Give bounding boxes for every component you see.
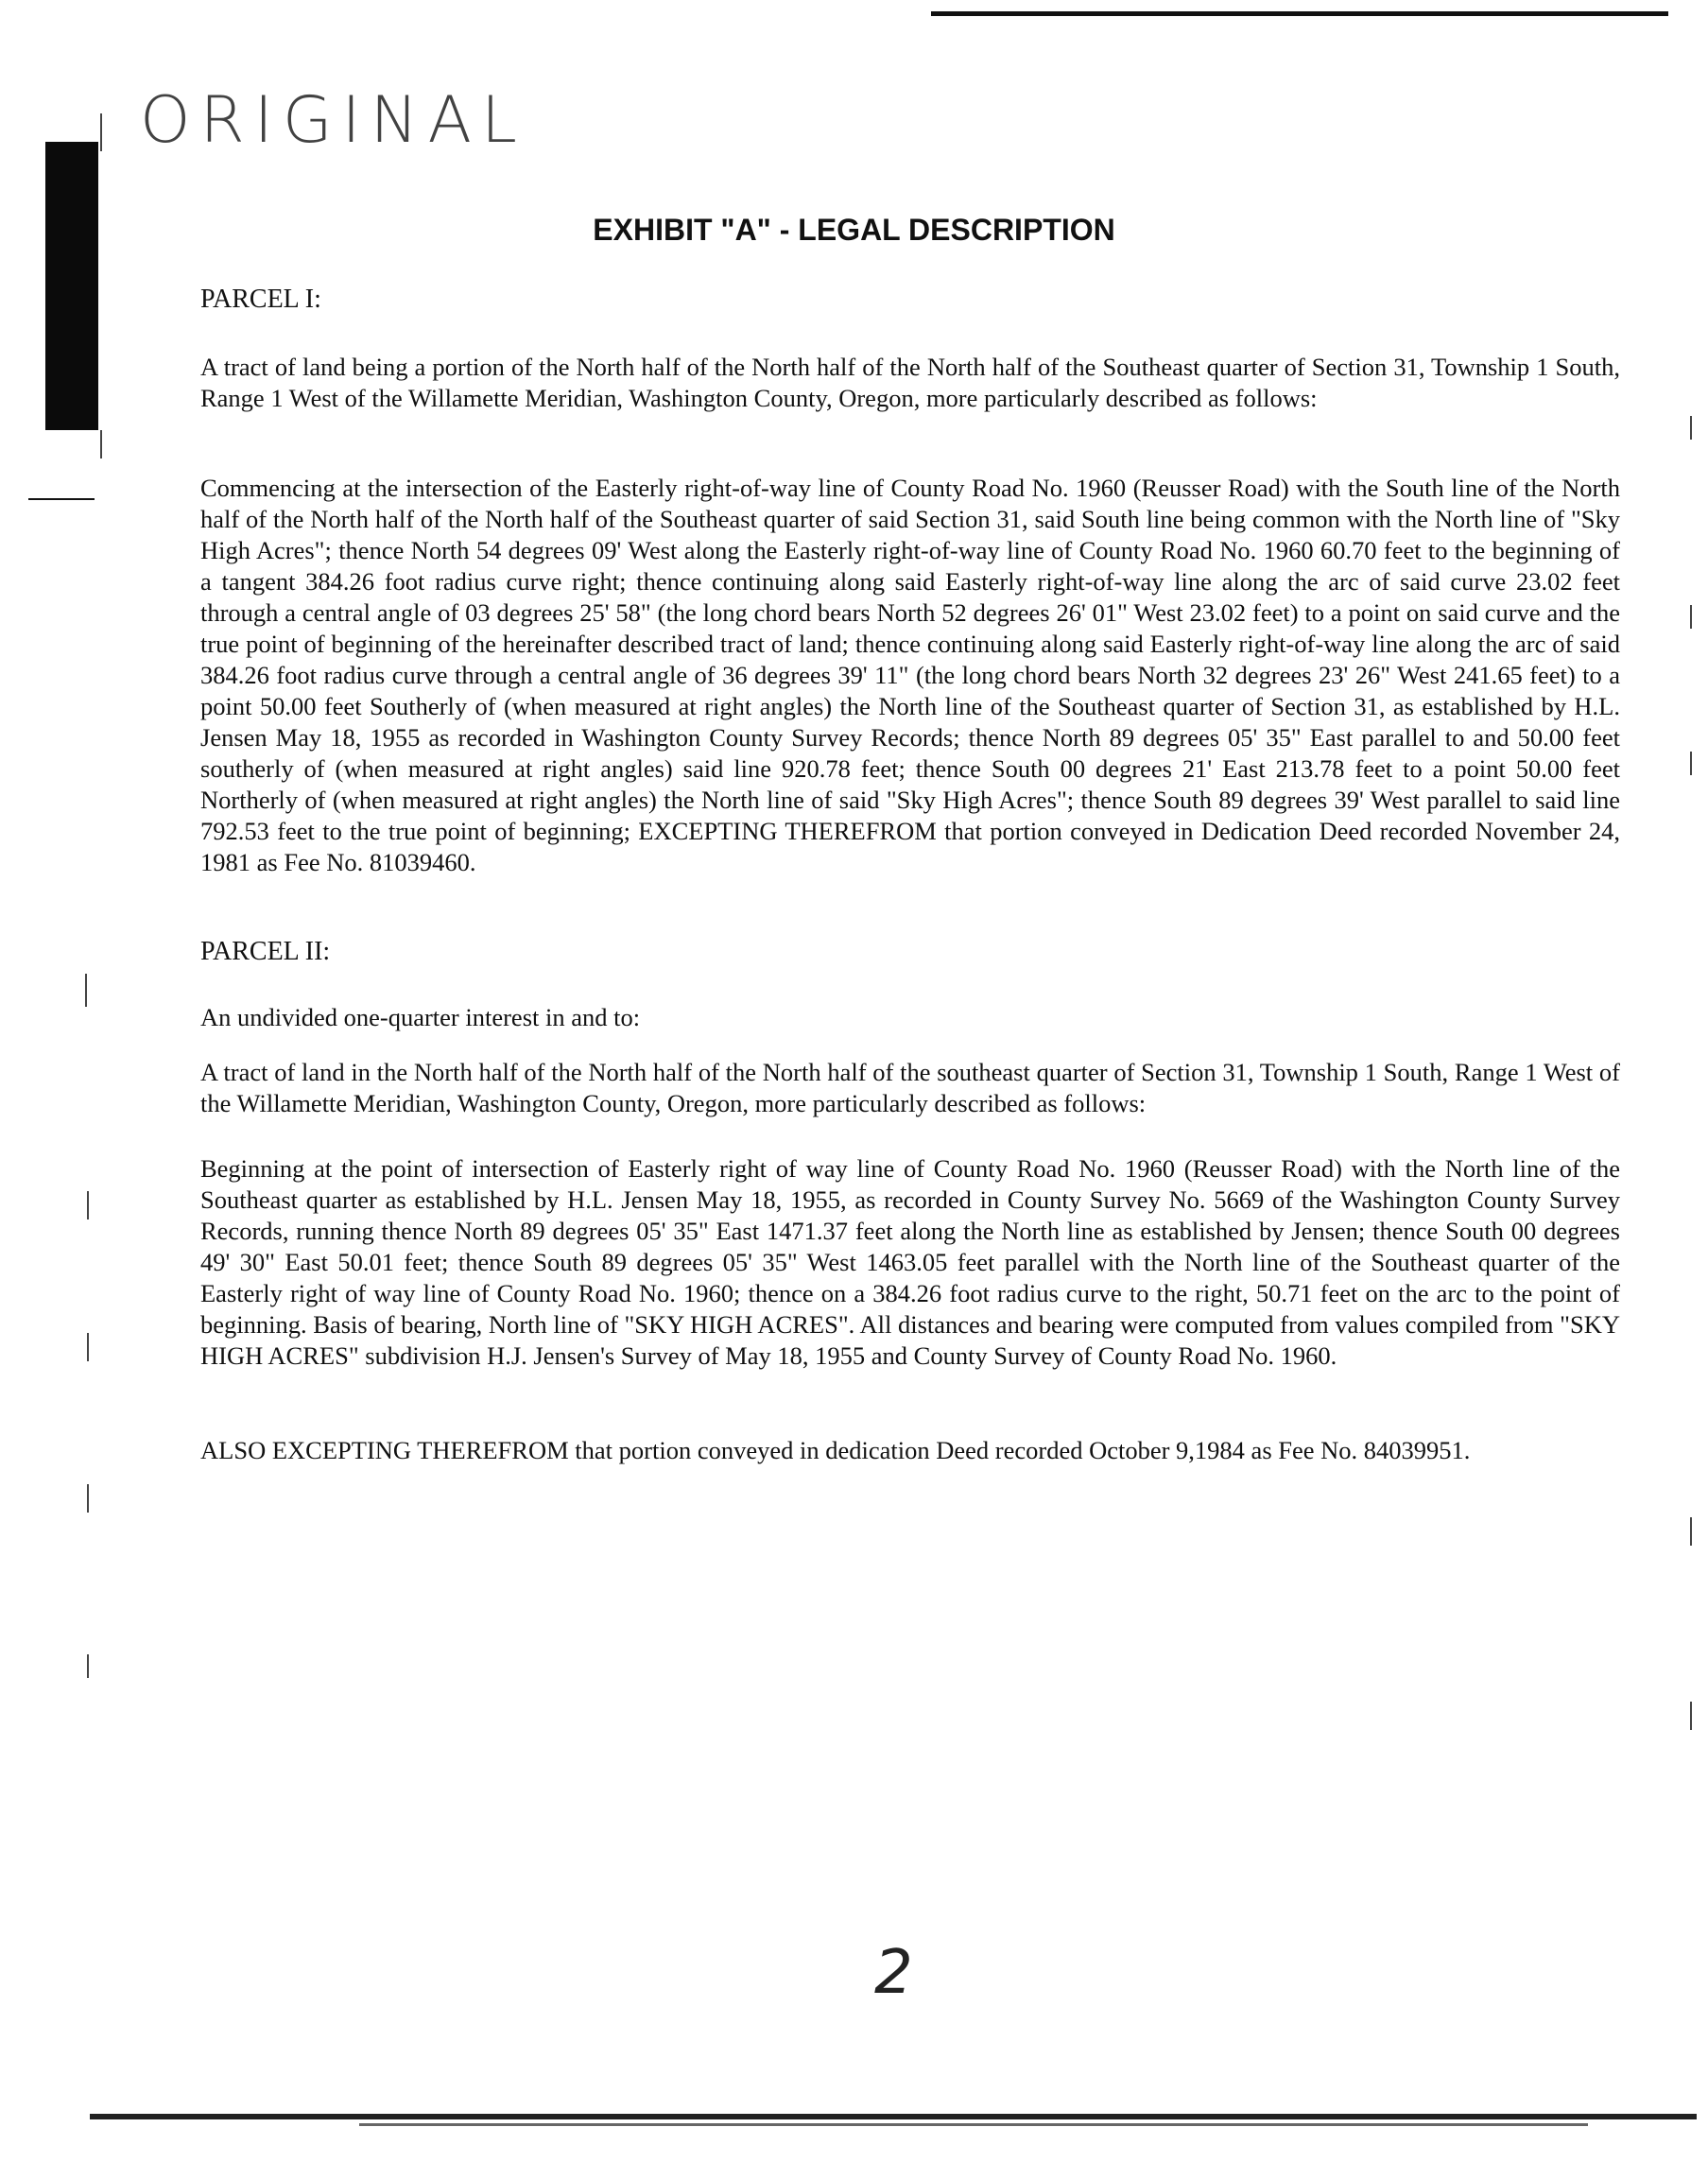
margin-tick [87,1191,89,1219]
scan-edge-bar [45,142,98,430]
margin-tick [1690,752,1692,775]
parcel-1-legal-text: Commencing at the intersection of the Easterly right-of-way line of County Road No. 1960 (Reusser Road) with the South line of the North half of the North half of the North half of the Southeast quarter of said Section 31, said South line being common with the North line of "Sky High Acres"; thence North 54 degrees 09' West along the Easterly right-of-way line of County Road No. 1960 60.70 feet to the beginning of a tangent 384.26 foot radius curve right; thence continuing along said Easterly right-of-way line along the arc of said curve 23.02 feet through a central angle of 03 degrees 25' 58" (the long chord bears North 52 degrees 26' 01" West 23.02 feet) to a point on said curve and the true point of beginning of the hereinafter described tract of land; thence continuing along said Easterly right-of-way line along the arc of said 384.26 foot radius curve through a central angle of 36 degrees 39' 11" (the long chord bears North 32 degrees 23' 26" West 241.65 feet) to a point 50.00 feet Southerly of (when measured at right angles) the North line of the Southeast quarter of Section 31, as established by H.L. Jensen May 18, 1955 as recorded in Washington County Survey Records; thence North 89 degrees 05' 35" East parallel to and 50.00 feet southerly of (when measured at right angles) said line 920.78 feet; thence South 00 degrees 21' East 213.78 feet to a point 50.00 feet Northerly of (when measured at right angles) the North line of said "Sky High Acres"; thence South 89 degrees 39' West parallel to said line 792.53 feet to the true point of beginning; EXCEPTING THEREFROM that portion conveyed in Dedication Deed recorded November 24, 1981 as Fee No. 81039460. [200,474,1620,876]
margin-tick [1690,1702,1692,1730]
margin-tick [87,1654,89,1678]
margin-tick [100,113,102,151]
margin-tick [1690,1517,1692,1546]
margin-tick [87,1333,89,1361]
scan-top-line [931,11,1668,16]
page-number: 2 [874,1938,913,2008]
parcel-2-label: PARCEL II: [200,937,331,966]
margin-tick [100,430,102,458]
margin-tick [1690,605,1692,629]
margin-tick [87,1484,89,1513]
scan-left-dash [28,498,95,500]
scan-bottom-line-2 [359,2123,1588,2126]
parcel-2-description: A tract of land in the North half of the North half of the North half of the southeast quarter of Section 31, Township 1 South, Range 1 West of the Willamette Meridian, Washington County, Oregon, more particularly described as follows: [200,1058,1620,1117]
parcel-1-description: A tract of land being a portion of the North half of the North half of the North half of the Southeast quarter of Section 31, Township 1 South, Range 1 West of the Willamette Meridian, Washington County, Oregon, more particularly described as follows: [200,353,1620,412]
parcel-2-intro: An undivided one-quarter interest in and to: [200,1003,641,1031]
parcel-2-legal-text: Beginning at the point of intersection of Easterly right of way line of County Road No. 1960 (Reusser Road) with the North line of the Southeast quarter as established by H.L. Jensen May 18, 1955, as recorded in County Survey No. 5669 of the Washington County Survey Records, running thence North 89 degrees 05' 35" East 1471.37 feet along the North line as established by Jensen; thence South 00 degrees 49' 30" East 50.01 feet; thence South 89 degrees 05' 35" West 1463.05 feet parallel with the North line of the Southeast quarter of the Easterly right of way line of County Road No. 1960; thence on a 384.26 foot radius curve to the right, 50.71 feet on the arc to the point of beginning. Basis of bearing, North line of "SKY HIGH ACRES". All distances and bearing were computed from values compiled from "SKY HIGH ACRES" subdivision H.J. Jensen's Survey of May 18, 1955 and County Survey of County Road No. 1960. [200,1154,1620,1370]
margin-tick [1690,416,1692,440]
original-stamp: ORIGINAL [140,83,526,158]
scan-bottom-line [90,2114,1697,2119]
parcel-2-exception: ALSO EXCEPTING THEREFROM that portion conveyed in dedication Deed recorded October 9,1984 as Fee No. 84039951. [200,1436,1471,1464]
margin-tick [85,974,87,1007]
document-title: EXHIBIT "A" - LEGAL DESCRIPTION [593,213,1115,247]
parcel-1-label: PARCEL I: [200,285,321,314]
